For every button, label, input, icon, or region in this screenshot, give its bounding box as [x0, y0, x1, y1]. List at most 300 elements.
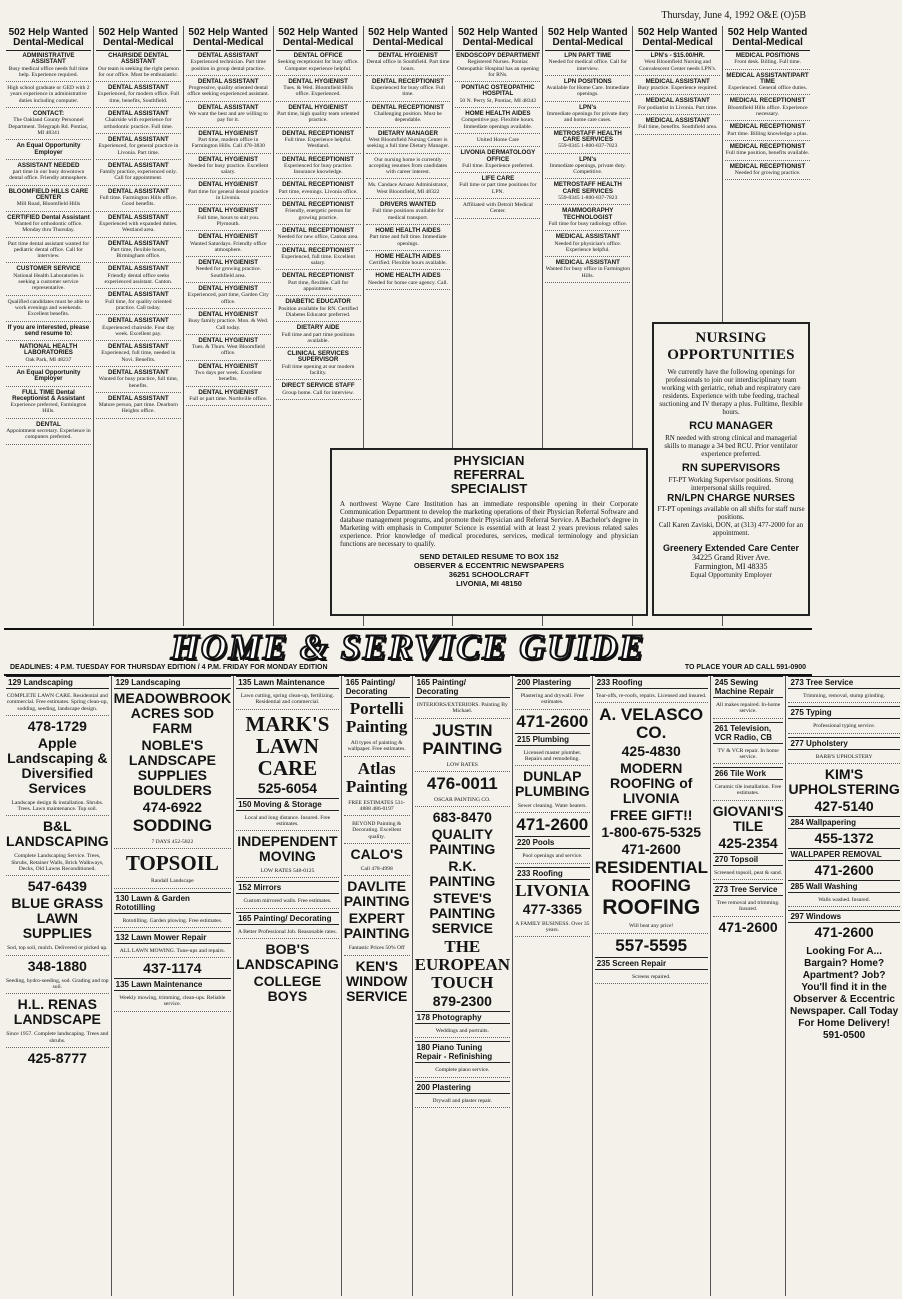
column-header-line: Dental-Medical	[642, 37, 713, 48]
ad-heading: DRIVERS WANTED	[379, 201, 437, 209]
service-ad-text: ALL LAWN MOWING. Tune-ups and repairs.	[114, 946, 231, 958]
classified-ad	[545, 79, 630, 102]
classified-ad	[455, 85, 540, 108]
classified-ad	[96, 85, 181, 108]
service-ad-display: GIOVANI'S TILE	[712, 802, 784, 834]
nursing-contact: Call Karen Zaviski, DON, at (313) 477-2000 for an appointment.	[658, 521, 804, 537]
ad-heading: An Equal Opportunity Employer	[16, 142, 81, 156]
service-guide-column	[413, 676, 513, 1296]
classified-ad	[276, 228, 361, 245]
ad-text: Needed for home care agency. Call.	[368, 279, 448, 286]
ad-heading: DENTAL ASSISTANT	[108, 265, 169, 273]
ad-text: Part time, modern office in Farmington Hills. Call 478-3830	[191, 136, 265, 150]
ad-heading: ADMINISTRATIVE ASSISTANT	[22, 52, 75, 66]
service-category-header: 129 Landscaping	[6, 676, 109, 689]
ad-heading: CUSTOMER SERVICE	[16, 265, 81, 273]
service-ad-text: COMPLETE LAWN CARE. Residential and commercial. Free estimates. Spring clean-up, sodding, seeding, landscape design.	[6, 691, 109, 716]
service-category-header: 285 Wall Washing	[788, 880, 899, 893]
ad-text: Experienced, full time, needed in Novi. Benefits.	[101, 350, 176, 363]
ad-text: Challenging position. Must be dependable.	[374, 111, 442, 124]
service-ad-display: 425-8777	[27, 1049, 87, 1066]
help-wanted-column	[94, 26, 184, 626]
ad-text: 50 N. Perry St, Pontiac, MI 48342	[459, 97, 537, 104]
nursing-intro: We currently have the following openings for professionals to join our interdisciplinary team working with geriatric, rehab and respiratory care residents. Experience with tube feeding, tracheal suctioning and IV therapy a plus. Fulltime, flexible hours.	[659, 368, 803, 416]
classified-ad	[186, 105, 271, 128]
service-ad-display: EXPERT PAINTING	[343, 910, 410, 942]
service-ad-display: 471-2600	[516, 711, 589, 731]
home-service-guide-banner	[4, 628, 812, 676]
ad-text: Part time, evenings. Livonia office.	[278, 188, 358, 195]
service-ad-text: Seeding, hydro-seeding, sod. Grading and top soil.	[6, 976, 109, 995]
classified-ads-list	[635, 51, 720, 135]
column-header	[455, 26, 540, 51]
nursing-title: NURSING OPPORTUNITIES	[667, 330, 795, 363]
classified-ads-list	[186, 51, 271, 406]
ad-heading: DENTAL HYGIENIST	[198, 310, 259, 318]
ad-heading: DENTAL OFFICE	[293, 52, 343, 59]
column-header-line: Dental-Medical	[282, 37, 354, 48]
classified-ad	[186, 182, 271, 205]
nursing-facility: Greenery Extended Care Center	[662, 543, 800, 553]
ad-text: Full time, for quality oriented practice. Call today.	[105, 298, 172, 311]
ad-text: Family practice, experienced only. Call for appointment.	[99, 169, 177, 182]
service-category-header: 200 Plastering	[515, 676, 590, 689]
ad-text: Certified. Flexible hours available.	[369, 260, 447, 267]
classified-ad	[276, 131, 361, 154]
classified-ad	[276, 105, 361, 128]
service-ad-text: Local and long distance. Insured. Free estimates.	[236, 813, 339, 832]
service-ad-text: LOW RATES 548-0125	[236, 866, 339, 878]
ad-heading: DENTAL HYGIENIST	[198, 207, 259, 215]
physician-footer-2: OBSERVER & ECCENTRIC NEWSPAPERS	[413, 561, 565, 570]
ad-heading: If you are interested, please send resume to:	[7, 323, 90, 337]
service-ad-text: Weekly mowing, trimming, clean-ups. Reliable service.	[114, 993, 231, 1012]
service-guide-column	[342, 676, 413, 1296]
ad-text: Experienced, part time, Garden City office.	[187, 292, 269, 305]
service-category-header: 277 Upholstery	[788, 737, 899, 750]
classified-ad	[276, 383, 361, 400]
ad-heading: MEDICAL ASSISTANT/PART TIME	[726, 71, 809, 85]
ad-text: Progressive, quality oriented dental office seeking experienced assistant.	[187, 85, 270, 98]
column-header-line: Dental-Medical	[103, 37, 174, 48]
ad-heading: LPN PART TIME	[564, 52, 612, 59]
ad-text: West Bloomfield Nursing and Convalescent Center needs LPN's.	[639, 59, 717, 72]
classified-ad	[455, 111, 540, 134]
ad-heading: DENTAL RECEPTIONIST	[372, 77, 444, 85]
ad-heading: DIETARY MANAGER	[377, 129, 439, 137]
service-category-header: 165 Painting/ Decorating	[344, 676, 410, 698]
service-ad-display: 348-1880	[27, 957, 87, 974]
column-header	[725, 26, 810, 51]
service-ad-display: 525-6054	[257, 779, 318, 796]
classified-ad	[6, 266, 91, 295]
ad-heading: DENTAL HYGIENIST	[198, 233, 259, 241]
ad-heading: LIVONIA DERMATOLOGY OFFICE	[460, 149, 536, 163]
ad-text: Part time and full time. Immediate openings.	[369, 234, 447, 247]
service-ad-text: Professional typing service.	[788, 721, 899, 733]
ad-heading: NATIONAL HEALTH LABORATORIES	[19, 343, 78, 357]
ad-heading: MEDICAL ASSISTANT	[645, 117, 710, 125]
ad-heading: DENTAL HYGIENIST	[198, 129, 259, 137]
classified-ad	[186, 208, 271, 231]
classified-ad	[186, 53, 271, 76]
physician-footer-4: LIVONIA, MI 48150	[456, 579, 522, 588]
ad-text: Dental office in Southfield. Part time hours.	[366, 59, 450, 72]
service-ad-text: Drywall and plaster repair.	[415, 1096, 510, 1108]
service-guide-section	[4, 676, 900, 1296]
ad-heading: DENTAL RECEPTIONIST	[282, 272, 355, 280]
service-ad-display: DAVLITE PAINTING	[343, 878, 410, 910]
physician-title-2: REFERRAL	[453, 467, 525, 482]
service-ad-display: 477-3365	[522, 900, 582, 917]
classified-ad	[545, 53, 630, 76]
classified-ad	[276, 248, 361, 271]
classified-ad	[6, 189, 91, 212]
ad-heading: CLINICAL SERVICES SUPERVISOR	[287, 350, 349, 364]
column-header-line: Dental-Medical	[192, 37, 264, 48]
classified-ad	[96, 292, 181, 315]
ad-text: Full time. Experience helpful. Westland.	[284, 136, 352, 150]
ad-text: Part time. Billing knowledge a plus.	[727, 130, 808, 137]
classified-ad	[6, 344, 91, 367]
service-ad-display: DUNLAP PLUMBING	[515, 768, 590, 800]
column-header-line: 502 Help Wanted	[188, 27, 269, 38]
ad-heading: MEDICAL RECEPTIONIST	[729, 123, 806, 131]
ad-text: Bloomfield Hills office. Experience necessary.	[727, 104, 808, 118]
service-guide-column	[513, 676, 593, 1296]
classified-ad	[186, 131, 271, 154]
service-ad-display: LIVONIA	[515, 880, 590, 900]
classified-ad	[6, 111, 91, 140]
ad-text: 559-0345 1-800-837-7823	[558, 143, 618, 150]
ad-heading: DENTAL	[36, 420, 61, 428]
service-ad-display: 471-2600	[516, 815, 589, 835]
ad-text: Part time for general dental practice in Livonia.	[188, 188, 269, 202]
ad-heading: LPN's	[579, 103, 597, 111]
classified-ad	[96, 241, 181, 264]
nursing-address-1: 34225 Grand River Ave.	[691, 553, 771, 562]
service-ad-text: INTERIORS/EXTERIORS. Painting By Michael.	[415, 700, 510, 719]
ad-heading: DENTAL HYGIENIST	[288, 77, 348, 85]
ad-text: Experienced with expanded duties. Westland area.	[99, 220, 178, 234]
service-category-header: 178 Photography	[415, 1011, 510, 1024]
ad-heading: DENTAL ASSISTANT	[108, 317, 169, 325]
nursing-position-1-title: RCU MANAGER	[689, 420, 773, 432]
service-ad-text: Screens repaired.	[595, 972, 708, 984]
ad-heading: DENTAL HYGIENIST	[198, 285, 259, 293]
column-header-line: Dental-Medical	[372, 37, 444, 48]
service-ad-text: TV & VCR repair. In home service.	[713, 746, 784, 765]
ad-text: Position available for RN. Certified Diabetes Educator preferred.	[278, 305, 358, 318]
service-ad-text: LOW RATES	[415, 760, 510, 772]
ad-heading: DENTAL ASSISTANT	[108, 239, 169, 247]
classified-ad	[96, 344, 181, 367]
ad-text: Immediate openings for private duty and home care cases.	[546, 111, 629, 124]
service-ad-text: Randall Landscape	[114, 876, 231, 888]
ad-heading: DENTAL ASSISTANT	[108, 161, 169, 169]
physician-title-1: PHYSICIAN	[453, 453, 525, 468]
service-ad-display: 455-1372	[814, 829, 874, 846]
classified-ad	[635, 98, 720, 115]
service-ad-text: Rototilling. Garden plowing. Free estimates.	[114, 916, 231, 928]
classified-ad	[186, 260, 271, 283]
classified-ad	[545, 105, 630, 128]
service-category-header: WALLPAPER REMOVAL	[788, 848, 899, 861]
service-category-header: 152 Mirrors	[236, 881, 339, 894]
classified-ad	[96, 111, 181, 134]
service-category-header: 135 Lawn Maintenance	[114, 978, 231, 991]
classified-ad	[366, 157, 451, 180]
ad-heading: DENTAL RECEPTIONIST	[282, 181, 355, 189]
column-header-line: Dental-Medical	[732, 37, 803, 48]
ad-heading: FULL TIME Dental Receptionist & Assistant	[12, 388, 85, 402]
service-ad-text: Plastering and drywall. Free estimates.	[515, 691, 590, 710]
service-category-header: 200 Plastering	[415, 1081, 510, 1094]
column-header-line: 502 Help Wanted	[727, 27, 808, 38]
ad-heading: DENTAL RECEPTIONIST	[282, 155, 355, 163]
ad-heading: MAMMOGRAPHY TECHNOLOGIST	[562, 207, 614, 221]
ad-text: Full time, hours to suit you. Plymouth.	[197, 214, 260, 227]
ad-heading: DENTAL HYGIENIST	[198, 181, 259, 189]
service-category-header: 165 Painting/ Decorating	[415, 676, 510, 698]
physician-referral-ad	[330, 448, 648, 616]
classified-ad	[186, 79, 271, 102]
service-ad-display: THE EUROPEAN TOUCH	[414, 937, 511, 993]
ad-heading: PONTIAC OSTEOPATHIC HOSPITAL	[461, 84, 535, 98]
ad-text: Two days per week. Excellent benefits.	[194, 369, 262, 383]
classified-ad	[276, 351, 361, 380]
service-category-header: 233 Roofing	[595, 676, 708, 689]
classified-ad	[96, 215, 181, 238]
classified-ad	[366, 273, 451, 290]
classified-ad	[186, 157, 271, 180]
ad-text: Full time opening at our modern facility.	[281, 363, 355, 376]
classified-ad	[276, 202, 361, 225]
ad-heading: MEDICAL RECEPTIONIST	[729, 162, 806, 170]
service-ad-text: A Better Professional Job. Reasonable rates.	[236, 927, 339, 939]
classified-ad	[276, 273, 361, 296]
ad-text: Full time, benefits. Southfield area.	[638, 124, 718, 131]
ad-text: The Oakland County Personnel Department. Telegraph Rd. Pontiac, MI 48341	[8, 117, 89, 136]
classified-ad	[545, 208, 630, 231]
classified-ad	[96, 137, 181, 160]
service-category-header: 130 Lawn & Garden Rototilling	[114, 892, 231, 914]
service-category-header: 273 Tree Service	[788, 676, 899, 689]
service-ad-display: 478-1729	[27, 717, 87, 734]
service-ad-display: 425-4830	[621, 743, 681, 760]
service-ad-display: 471-2600	[718, 918, 778, 935]
ad-text: Part time, flexible hours, Birmingham office.	[110, 246, 167, 260]
column-header	[545, 26, 630, 51]
service-category-header: 150 Moving & Storage	[236, 798, 339, 811]
service-ad-text: OSCAR PAINTING CO.	[415, 795, 510, 807]
ad-text: Ms. Candace Arnaez Administrator, West Bloomfield, MI 48322	[367, 182, 449, 195]
classified-ad	[186, 312, 271, 335]
classified-ad	[635, 118, 720, 135]
ad-text: West Bloomfield Nursing Center is seeking a full time Dietary Manager.	[367, 136, 450, 150]
classified-ad	[186, 364, 271, 387]
classified-ad	[725, 144, 810, 161]
nursing-position-2-title: RN SUPERVISORS	[681, 462, 781, 474]
classified-ad	[6, 53, 91, 82]
ad-text: Group home. Call for interview.	[282, 389, 354, 396]
ad-text: Mature person, part time. Dearborn Heights office.	[98, 402, 178, 415]
column-header-line: 502 Help Wanted	[8, 27, 89, 38]
service-ad-text: Sewer cleaning. Water heaters.	[515, 801, 590, 813]
service-ad-text: Landscape design & installation. Shrubs. Trees. Lawn maintenance. Top soil.	[6, 798, 109, 817]
classified-ads-list	[725, 51, 810, 180]
service-category-header: 235 Screen Repair	[595, 957, 708, 970]
ad-text: Chairside with experience for orthodontic practice. Full time.	[103, 117, 174, 130]
physician-title-3: SPECIALIST	[450, 481, 528, 496]
classified-ad	[96, 396, 181, 419]
service-ad-display: KIM'S UPHOLSTERING	[788, 765, 900, 797]
ad-text: High school graduate or GED with 2 years experience in administrative duties including computer.	[7, 85, 90, 104]
ad-heading: MEDICAL ASSISTANT	[645, 97, 710, 105]
ad-heading: HOME HEALTH AIDES	[375, 226, 441, 234]
service-guide-column	[234, 676, 342, 1296]
classified-ad	[545, 182, 630, 205]
classified-ad	[96, 163, 181, 186]
classified-ad	[366, 182, 451, 199]
classified-ads-list	[6, 51, 91, 445]
service-ad-text: Will beat any price!	[595, 921, 708, 933]
classified-ads-list	[545, 51, 630, 283]
ad-text: Full time. Farmington Hills office. Good benefits.	[99, 195, 177, 208]
running-head: Thursday, June 4, 1992 O&E (O)5B	[661, 10, 806, 21]
service-ad-display: COLLEGE BOYS	[253, 973, 322, 1005]
ad-heading: DENTAL HYGIENIST	[198, 155, 259, 163]
physician-footer-3: 36251 SCHOOLCRAFT	[448, 570, 530, 579]
nursing-eoe: Equal Opportunity Employer	[690, 571, 772, 579]
service-ad-text: BARB'S UPHOLSTERY	[788, 752, 899, 764]
service-ad-display: 547-6439	[27, 878, 87, 895]
classified-ad	[635, 53, 720, 76]
ad-heading: LPN's - $15.00/HR.	[650, 52, 705, 59]
classified-ad	[455, 137, 540, 147]
ad-text: Wanted for busy practice, full time, benefits.	[98, 376, 178, 389]
classified-ad	[455, 202, 540, 219]
column-header	[366, 26, 451, 51]
ad-text: United Home Care	[476, 136, 520, 143]
service-ad-display: 557-5595	[615, 935, 688, 955]
service-ad-display: CALO'S	[350, 846, 403, 863]
column-header-line: 502 Help Wanted	[368, 27, 448, 38]
ad-text: Immediate openings, private duty. Competitive.	[549, 162, 626, 176]
service-ad-display: 476-0011	[426, 773, 498, 793]
classified-ad	[725, 164, 810, 181]
ad-heading: HOME HEALTH AIDES	[465, 110, 531, 118]
service-ad-text: Sod, top soil, mulch. Delivered or picked up.	[6, 943, 109, 955]
ad-text: Qualified candidates must be able to work evenings and weekends. Excellent benefits.	[7, 298, 90, 318]
ad-text: Needed for medical office. Call for interview.	[548, 59, 628, 72]
ad-text: Wanted for busy office in Farmington Hills.	[545, 266, 630, 279]
service-ad-display: NOBLE'S LANDSCAPE SUPPLIES BOULDERS	[128, 737, 216, 798]
service-category-header: 245 Sewing Machine Repair	[713, 676, 784, 698]
service-ad-text: Custom mirrored walls. Free estimates.	[236, 896, 339, 908]
ad-heading: DENTAL ASSISTANT	[108, 135, 169, 143]
classified-ad	[6, 241, 91, 264]
classified-ad	[455, 53, 540, 82]
service-ad-display: QUALITY PAINTING	[429, 826, 496, 858]
classified-ad	[366, 131, 451, 154]
service-guide-column	[4, 676, 112, 1296]
classified-ad	[276, 157, 361, 180]
service-ad-text: Since 1957. Complete landscaping. Trees and shrubs.	[6, 1029, 109, 1048]
column-header-line: 502 Help Wanted	[278, 27, 358, 38]
service-ad-display: BOB'S LANDSCAPING	[236, 941, 339, 973]
service-ad-text: Complete Landscaping Service. Trees, Shrubs, Retainer Walls, Brick Walkways, Decks, Old Lawns Reconditioned.	[6, 851, 109, 876]
service-ad-display: 425-2354	[718, 834, 778, 851]
classified-ad	[96, 370, 181, 393]
classified-ad	[6, 215, 91, 238]
classified-ad	[6, 163, 91, 186]
classified-ad	[366, 105, 451, 128]
nursing-position-2-body: FT-PT Working Supervisor positions. Strong interpersonal skills required.	[668, 476, 794, 492]
column-header-line: 502 Help Wanted	[98, 27, 179, 38]
service-ad-text: Trimming, removal, stump grinding.	[788, 691, 899, 703]
ad-heading: DENTAL ASSISTANT	[108, 110, 169, 118]
ad-heading: DIRECT SERVICE STAFF	[281, 382, 355, 390]
classified-ad	[276, 53, 361, 76]
ad-text: Part time, high quality team oriented practice.	[277, 111, 360, 124]
banner-phone-line: TO PLACE YOUR AD CALL 591-0900	[684, 664, 806, 671]
nursing-position-3-body: FT-PT openings available on all shifts for staff nurse positions.	[657, 505, 805, 521]
ad-text: Full time positions available for medical transport.	[372, 208, 444, 221]
service-ad-display: 471-2600	[621, 841, 681, 858]
ad-heading: DENTAL ASSISTANT	[108, 187, 169, 195]
classified-ad	[545, 157, 630, 180]
looking-for-promo: Looking For A... Bargain? Home? Apartment? Job? You'll find it in the Observer & Eccentric Newspaper. Call Today For Home Delivery! 591-0500	[790, 946, 899, 1042]
ad-text: National Health Laboratories is seeking a customer service representative.	[13, 272, 84, 292]
classified-ad	[545, 234, 630, 257]
classified-ads-list	[96, 51, 181, 419]
ad-heading: DENTAL ASSISTANT	[108, 213, 169, 221]
classified-ad	[725, 53, 810, 70]
ad-heading: An Equal Opportunity Employer	[16, 368, 81, 383]
ad-text: Tues. & Thurs. West Bloomfield office.	[191, 344, 265, 357]
classified-ad	[366, 53, 451, 76]
ad-heading: DENTAL ASSISTANT	[197, 103, 259, 111]
service-category-header: 215 Plumbing	[515, 733, 590, 746]
ad-heading: DIABETIC EDUCATOR	[285, 298, 351, 306]
service-ad-text: Complete piano service.	[415, 1065, 510, 1077]
service-ad-display: 437-1174	[143, 960, 202, 977]
column-header	[6, 26, 91, 51]
ad-text: Experience preferred, Farmington Hills.	[10, 402, 87, 415]
service-ad-text: Licensed master plumber. Repairs and remodeling.	[515, 748, 590, 767]
ad-text: Seeking receptionist for busy office. Computer experience helpful.	[277, 59, 359, 72]
classified-ad	[366, 79, 451, 102]
ad-text: Needed for physician's office. Experience helpful.	[554, 240, 622, 253]
service-ad-display: Apple Landscaping & Diversified Services	[7, 734, 108, 796]
ad-heading: DENTAL RECEPTIONIST	[282, 201, 355, 209]
classified-ad	[6, 422, 91, 445]
ad-text: Full time for busy radiology office.	[548, 220, 628, 227]
nursing-position-3-title: RN/LPN CHARGE NURSES	[667, 493, 795, 504]
ad-heading: HOME HEALTH AIDES	[375, 272, 441, 280]
service-ad-display: 1-800-675-5325	[601, 824, 702, 841]
service-ad-display: 879-2300	[432, 993, 492, 1010]
physician-footer-1: SEND DETAILED RESUME TO BOX 152	[419, 552, 559, 561]
ad-heading: DENTAL ASSISTANT	[108, 291, 169, 299]
classified-ad	[276, 182, 361, 199]
column-header-line: Dental-Medical	[13, 37, 84, 48]
classified-ad	[186, 234, 271, 257]
service-category-header: 165 Painting/ Decorating	[236, 912, 339, 925]
service-ad-display: 683-8470	[432, 809, 492, 826]
service-ad-display: 471-2600	[814, 924, 874, 941]
